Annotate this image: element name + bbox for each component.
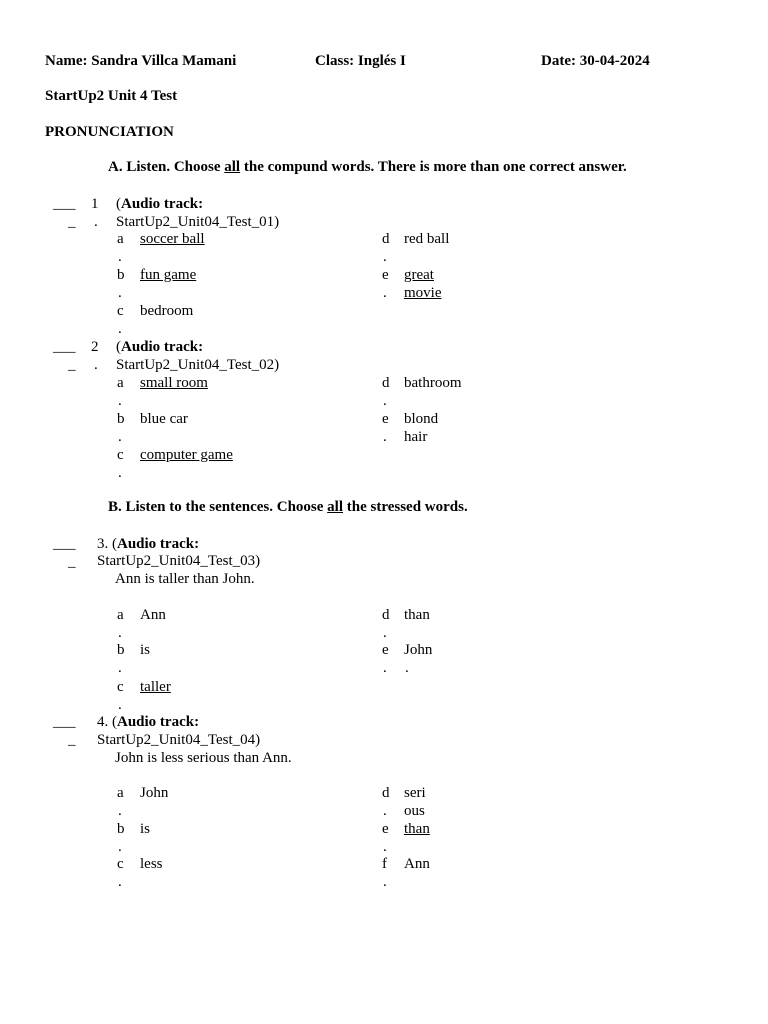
- q2-option-c-text: computer game: [140, 447, 233, 463]
- q3-number: 3. (: [97, 536, 117, 552]
- q4-option-b-letter[interactable]: b: [117, 821, 125, 837]
- q1-option-d-text: red ball: [404, 231, 450, 247]
- q3-option-c-text: taller: [140, 679, 171, 695]
- q1-option-a-letter[interactable]: a: [117, 231, 124, 247]
- q1-answer-blank-end: _: [68, 214, 76, 230]
- q1-paren: (: [116, 196, 121, 212]
- q2-answer-blank-end: _: [68, 357, 76, 373]
- q3-option-d-letter[interactable]: d: [382, 607, 390, 623]
- q2-option-c-dot: .: [118, 465, 122, 481]
- q2-option-b-dot: .: [118, 429, 122, 445]
- q3-answer-blank[interactable]: ___: [53, 536, 76, 552]
- q4-option-d-dot: .: [383, 803, 387, 819]
- q3-answer-blank-end: _: [68, 554, 76, 570]
- q1-option-a-text: soccer ball: [140, 231, 205, 247]
- q3-option-e-text-period: .: [405, 660, 409, 676]
- q3-option-c-dot: .: [118, 697, 122, 713]
- part-a-instruction-pre: A. Listen. Choose: [108, 159, 225, 175]
- q3-track-name: StartUp2_Unit04_Test_03): [97, 553, 261, 569]
- q2-option-e-text-line2: hair: [404, 429, 428, 445]
- q4-option-c-letter[interactable]: c: [117, 856, 124, 872]
- q2-option-a-letter[interactable]: a: [117, 375, 124, 391]
- class-name: Class: Inglés I: [315, 53, 406, 69]
- q4-option-f-dot: .: [383, 874, 387, 890]
- q2-option-e-text-line1: blond: [404, 411, 439, 427]
- q4-option-e-dot: .: [383, 839, 387, 855]
- q1-option-e-dot: .: [383, 285, 387, 301]
- q1-option-e-letter[interactable]: e: [382, 267, 389, 283]
- q1-audio-text: Audio track:: [121, 196, 204, 212]
- part-b-instruction-post: the stressed words.: [343, 499, 468, 515]
- q2-option-b-text: blue car: [140, 411, 188, 427]
- q2-option-e-letter[interactable]: e: [382, 411, 389, 427]
- q2-option-a-dot: .: [118, 393, 122, 409]
- q3-option-d-dot: .: [383, 625, 387, 641]
- q2-number: 2: [91, 339, 99, 355]
- q2-paren: (: [116, 339, 121, 355]
- q2-option-a-text: small room: [140, 375, 208, 391]
- q2-answer-blank[interactable]: ___: [53, 339, 76, 355]
- q3-audio-label: [97, 535, 199, 553]
- q3-option-b-text: is: [140, 642, 151, 658]
- part-a-instruction: [108, 158, 627, 176]
- q4-option-d-text-line2: ous: [404, 803, 425, 819]
- q1-answer-blank[interactable]: ___: [53, 196, 76, 212]
- q3-option-b-letter[interactable]: b: [117, 642, 125, 658]
- q4-option-a-text: John: [140, 785, 169, 801]
- q1-option-b-dot: .: [118, 285, 122, 301]
- q2-option-d-text: bathroom: [404, 375, 462, 391]
- q4-option-c-dot: .: [118, 874, 122, 890]
- q1-option-c-letter[interactable]: c: [117, 303, 124, 319]
- q2-option-b-letter[interactable]: b: [117, 411, 125, 427]
- q4-option-a-dot: .: [118, 803, 122, 819]
- part-b-instruction-emph: all: [327, 499, 343, 515]
- q1-option-a-dot: .: [118, 249, 122, 265]
- test-title: StartUp2 Unit 4 Test: [45, 88, 178, 104]
- part-b-instruction-pre: B. Listen to the sentences. Choose: [108, 499, 328, 515]
- q4-answer-blank[interactable]: ___: [53, 714, 76, 730]
- q3-option-e-text: John: [404, 642, 433, 658]
- q4-option-e-letter[interactable]: e: [382, 821, 389, 837]
- q4-audio-label: [97, 713, 199, 731]
- q3-option-e-dot: .: [383, 660, 387, 676]
- q1-option-d-letter[interactable]: d: [382, 231, 390, 247]
- q4-option-f-letter[interactable]: f: [382, 856, 387, 872]
- q1-option-b-letter[interactable]: b: [117, 267, 125, 283]
- q4-option-c-text: less: [140, 856, 163, 872]
- q1-option-c-dot: .: [118, 321, 122, 337]
- q4-option-d-text-line1: seri: [404, 785, 426, 801]
- q4-track-name: StartUp2_Unit04_Test_04): [97, 732, 261, 748]
- q3-option-a-letter[interactable]: a: [117, 607, 124, 623]
- q1-audio-label: [116, 195, 203, 213]
- student-name: Name: Sandra Villca Mamani: [45, 53, 237, 69]
- q1-option-c-text: bedroom: [140, 303, 194, 319]
- q4-option-e-text: than: [404, 821, 430, 837]
- q3-option-a-dot: .: [118, 625, 122, 641]
- q3-option-a-text: Ann: [140, 607, 166, 623]
- q2-option-d-letter[interactable]: d: [382, 375, 390, 391]
- q4-option-f-text: Ann: [404, 856, 430, 872]
- q3-audio-text: Audio track:: [117, 536, 200, 552]
- q3-option-b-dot: .: [118, 660, 122, 676]
- q2-audio-label: [116, 338, 203, 356]
- q1-number: 1: [91, 196, 99, 212]
- q4-answer-blank-end: _: [68, 732, 76, 748]
- q4-number: 4. (: [97, 714, 117, 730]
- section-title: PRONUNCIATION: [45, 124, 174, 140]
- q2-option-e-dot: .: [383, 429, 387, 445]
- q1-option-d-dot: .: [383, 249, 387, 265]
- q2-audio-text: Audio track:: [121, 339, 204, 355]
- q4-sentence: John is less serious than Ann.: [115, 750, 292, 766]
- q2-track-name: StartUp2_Unit04_Test_02): [116, 357, 280, 373]
- q4-option-d-letter[interactable]: d: [382, 785, 390, 801]
- part-b-instruction: [108, 498, 468, 516]
- q4-option-b-dot: .: [118, 839, 122, 855]
- q3-option-c-letter[interactable]: c: [117, 679, 124, 695]
- q4-option-a-letter[interactable]: a: [117, 785, 124, 801]
- part-a-instruction-emph: all: [224, 159, 241, 175]
- q2-option-c-letter[interactable]: c: [117, 447, 124, 463]
- q1-track-name: StartUp2_Unit04_Test_01): [116, 214, 280, 230]
- part-a-instruction-post: the compund words. There is more than one correct answer.: [240, 159, 627, 175]
- q1-option-e-text-line1: great: [404, 267, 434, 283]
- q2-number-dot: .: [94, 357, 98, 373]
- q4-option-b-text: is: [140, 821, 151, 837]
- q1-number-dot: .: [94, 214, 98, 230]
- q1-option-b-text: fun game: [140, 267, 197, 283]
- q3-option-e-letter[interactable]: e: [382, 642, 389, 658]
- q1-option-e-text-line2: movie: [404, 285, 442, 301]
- q3-option-d-text: than: [404, 607, 430, 623]
- q2-option-d-dot: .: [383, 393, 387, 409]
- q4-audio-text: Audio track:: [117, 714, 200, 730]
- q3-sentence: Ann is taller than John.: [115, 571, 255, 587]
- test-date: Date: 30-04-2024: [541, 53, 650, 69]
